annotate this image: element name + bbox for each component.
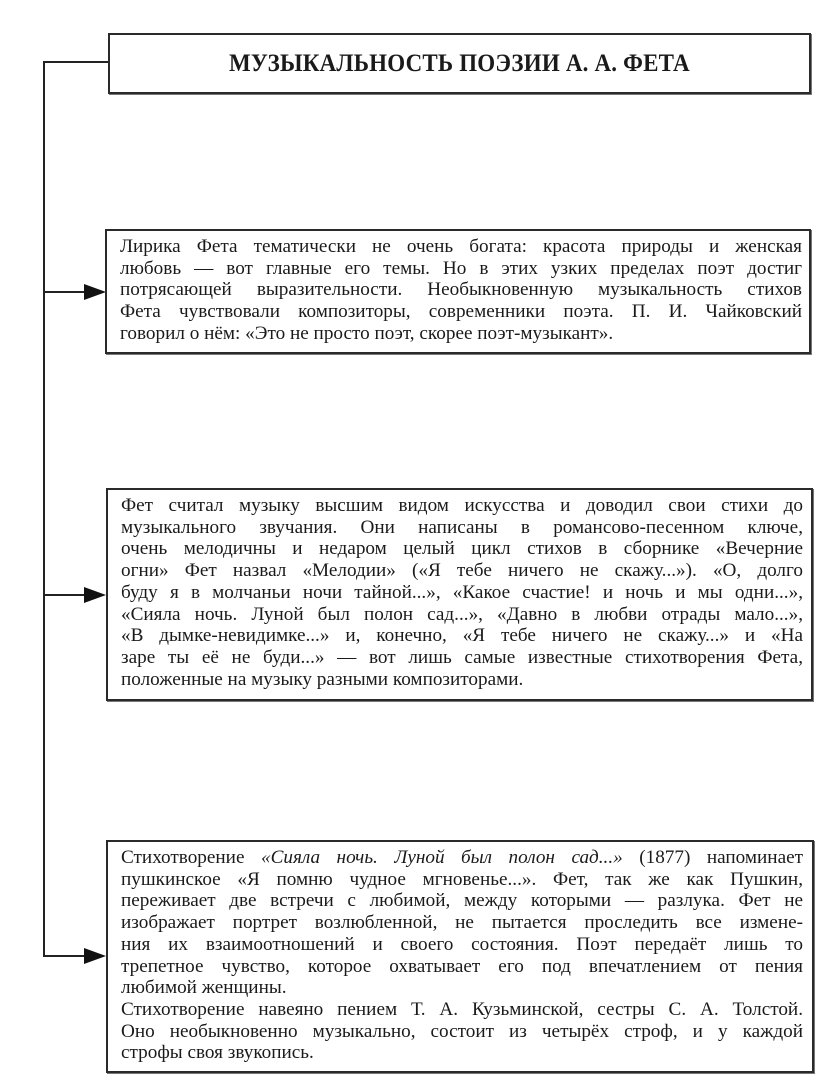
text-line: Фета чувствовали композиторы, современники поэта. П. И. Чайковский bbox=[120, 301, 802, 323]
text-line: ния их взаимоотношений и своего состояния. Поэт передаёт лишь то bbox=[121, 933, 803, 955]
text-line: изображает портрет возлюбленной, не пытается проследить все измене- bbox=[121, 912, 803, 934]
connector-block-3 bbox=[43, 955, 88, 957]
text-line: «Сияла ночь. Луной был полон сад...», «Давно в любви отрады мало...», bbox=[121, 603, 803, 625]
arrow-icon bbox=[84, 587, 106, 603]
text-line: пушкинское «Я помню чудное мгновенье...». Фет, так же как Пушкин, bbox=[121, 868, 803, 890]
text-line: заре ты её не буди...» — вот лишь самые известные стихотворения Фета, bbox=[121, 646, 803, 668]
title-box bbox=[108, 33, 811, 94]
text-line: любовь — вот главные его темы. Но в этих узких пределах поэт достиг bbox=[120, 257, 802, 279]
text-line: очень мелодичны и недаром целый цикл стихов в сборнике «Вечерние bbox=[121, 538, 803, 560]
text-line: строфы своя звукопись. bbox=[121, 1042, 314, 1064]
text-block-3 bbox=[106, 840, 814, 1073]
arrow-icon bbox=[84, 284, 106, 300]
text-line: музыкального звучания. Они написаны в романсово-песенном ключе, bbox=[121, 516, 803, 538]
text-line: Стихотворение навеяно пением Т. А. Кузьминской, сестры С. А. Толстой. bbox=[121, 998, 803, 1020]
connector-title bbox=[43, 61, 109, 63]
text-line: «В дымке-невидимке...» и, конечно, «Я тебе ничего не скажу...» и «На bbox=[121, 625, 803, 647]
text-line: Фет считал музыку высшим видом искусства и доводил свои стихи до bbox=[121, 495, 803, 516]
text-line bbox=[121, 847, 803, 869]
text-line: буду я в молчаньи ночи тайной...», «Какое счастие! и ночь и мы одни...», bbox=[121, 581, 803, 603]
connector-block-2 bbox=[43, 594, 88, 596]
text-prefix: Стихотворение bbox=[121, 847, 261, 868]
text-suffix: (1877) напоминает bbox=[622, 847, 803, 868]
text-line: Оно необыкновенно музыкально, состоит из четырёх строф, и у каждой bbox=[121, 1020, 803, 1042]
arrow-icon bbox=[84, 948, 106, 964]
page-title: МУЗЫКАЛЬНОСТЬ ПОЭЗИИ А. А. ФЕТА bbox=[229, 49, 690, 77]
text-line: трепетное чувство, которое охватывает его под впечатлением от пения bbox=[121, 955, 803, 977]
text-line: говорил о нём: «Это не просто поэт, скорее поэт-музыкант». bbox=[120, 322, 614, 344]
text-line: положенные на музыку разными композиторами. bbox=[121, 668, 524, 690]
text-line: Лирика Фета тематически не очень богата: красота природы и женская bbox=[120, 236, 802, 257]
text-line: переживает две встречи с любимой, между которыми — разлука. Фет не bbox=[121, 890, 803, 912]
poem-title-italic: «Сияла ночь. Луной был полон сад...» bbox=[260, 847, 623, 868]
text-block-1 bbox=[105, 229, 811, 354]
text-line: огни» Фет назвал «Мелодии» («Я тебе ничего не скажу...»). «О, долго bbox=[121, 560, 803, 582]
text-line: любимой женщины. bbox=[121, 977, 287, 999]
connector-block-1 bbox=[43, 291, 88, 293]
text-line: потрясающей выразительности. Необыкновенную музыкальность стихов bbox=[120, 279, 802, 301]
connector-trunk bbox=[43, 61, 45, 957]
text-block-2 bbox=[106, 488, 813, 701]
